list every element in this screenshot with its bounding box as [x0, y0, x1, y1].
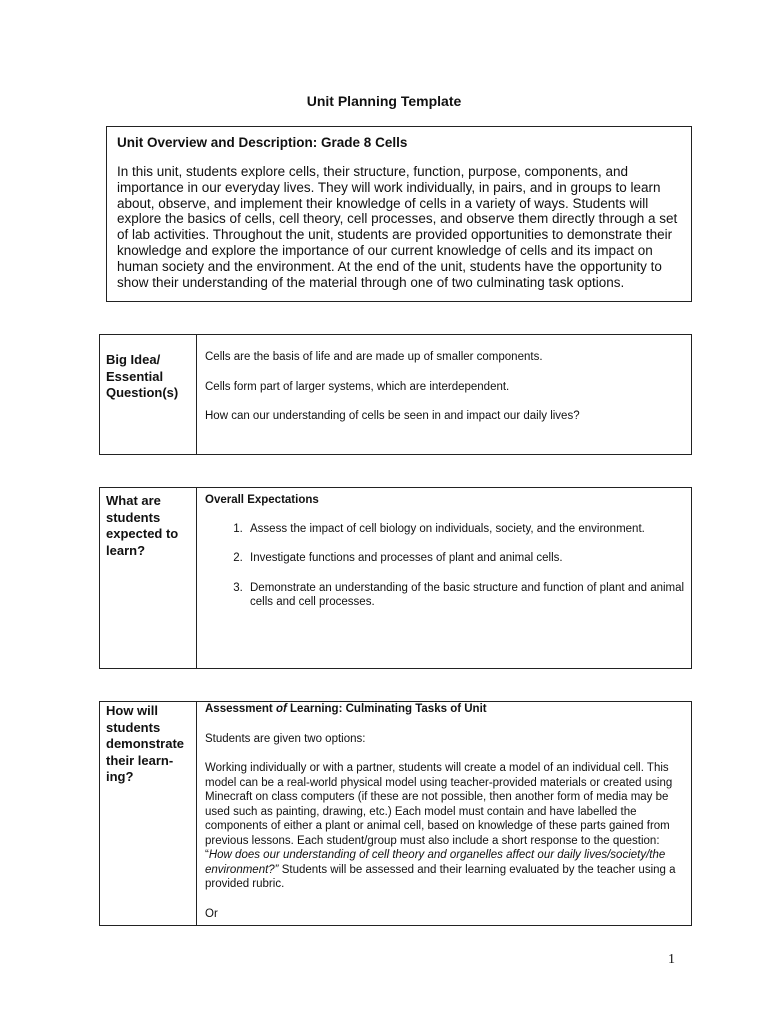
option-one-question: How does our understanding of cell theory and organelles affect our daily lives/society/the environment?” — [205, 849, 666, 876]
expectations-content — [197, 488, 691, 668]
big-idea-table — [99, 334, 692, 455]
essential-question: How can our understanding of cells be seen in and impact our daily lives? — [205, 410, 580, 422]
page-title: Unit Planning Template — [306, 93, 462, 109]
big-idea-line: Cells are the basis of life and are made up of smaller components. — [205, 351, 543, 363]
assessment-heading-part: Learning: Culminating Tasks of Unit — [286, 703, 487, 715]
assessment-heading-emphasis: of — [275, 703, 287, 715]
big-idea-line: Cells form part of larger systems, which are interdependent. — [205, 380, 510, 393]
overall-expectations-heading: Overall Expectations — [205, 494, 319, 506]
option-one-text: Working individually or with a partner, students will create a model of an individual cell. This model can be a real-world physical model using teacher-provided materials or created using Minecraft on class computers (if these are not possible, then another form of media may be used such as painting, drawing, etc.) Each model must contain and have labelled the components of either a plant or animal cell, based on knowledge of these parts gained from previous lessons. Each student/group must also include a short response to the question: “ — [205, 762, 673, 861]
unit-overview-box — [106, 126, 692, 302]
assessment-table — [99, 701, 692, 926]
big-idea-label: Big Idea/ Essential Question(s) — [100, 335, 197, 454]
overview-description: In this unit, students explore cells, their structure, function, purpose, components, and importance in our everyday lives. They will work individually, in pairs, and in groups to learn about, observe, and implement their knowledge of cells in a variety of ways. Students will explore the basics of cells, cell theory, cell processes, and observe them directly through a set of lab activities. Throughout the unit, students are provided opportunities to demonstrate their knowledge and explore the importance of our current knowledge of cells and its impact on human society and the environment. At the end of the unit, students have the opportunity to show their understanding of the material through one of two culminating task options. — [117, 164, 678, 290]
assessment-heading-part: Assessment — [205, 703, 276, 715]
expectations-list — [205, 522, 685, 610]
overview-title: Unit Overview and Description: Grade 8 Cells — [117, 135, 408, 150]
expectations-table — [99, 487, 692, 669]
assessment-option-one — [205, 761, 685, 892]
page-number: 1 — [668, 952, 675, 967]
option-one-text: Students will be assessed and their learning evaluated by the teacher using a provided rubric. — [205, 863, 676, 890]
expectation-item: 2. Investigate functions and processes of plant and animal cells. — [246, 551, 685, 566]
expectation-item: 3. Demonstrate an understanding of the basic structure and function of plant and animal cells and cell processes. — [246, 581, 685, 610]
assessment-intro: Students are given two options: — [205, 732, 366, 745]
assessment-heading — [205, 702, 685, 717]
big-idea-content — [197, 335, 691, 454]
expectation-item: 1. Assess the impact of cell biology on individuals, society, and the environment. — [246, 522, 685, 537]
assessment-label: How will students demonstrate their learn-ing? — [100, 702, 197, 925]
assessment-content — [197, 702, 691, 925]
expectations-label: What are students expected to learn? — [100, 488, 197, 668]
assessment-or: Or — [205, 907, 218, 920]
